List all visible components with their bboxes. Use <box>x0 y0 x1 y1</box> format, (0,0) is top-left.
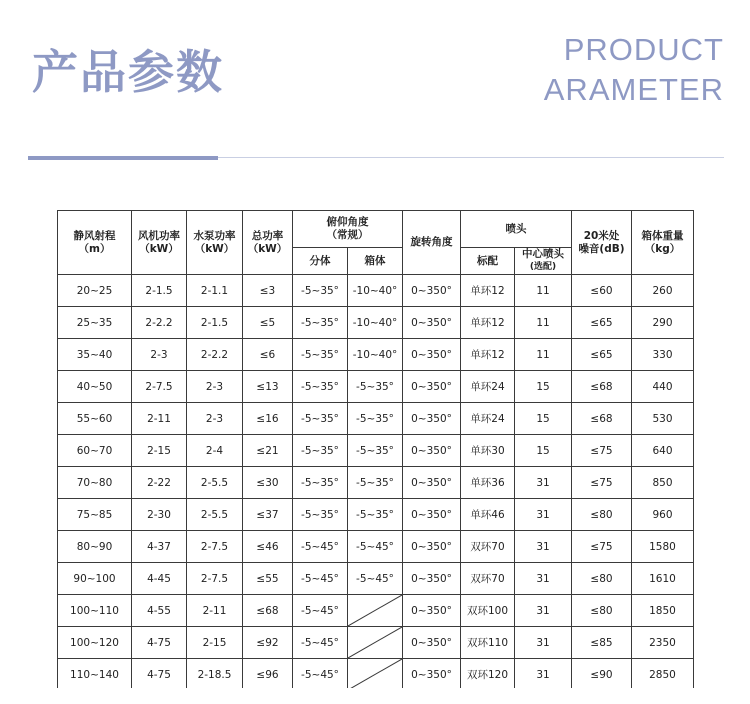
spec-table-container <box>57 210 693 691</box>
cell-pump: 2-1.5 <box>187 307 243 339</box>
header-pump-power-line1: 水泵功率 <box>193 229 236 242</box>
cell-fan: 4-75 <box>132 627 187 659</box>
cell-nozzle-center: 15 <box>515 403 572 435</box>
cell-pitch-box: -10~40° <box>348 307 403 339</box>
cell-noise: ≤80 <box>572 499 632 531</box>
cell-rotate: 0~350° <box>403 627 461 659</box>
header-pitch-split: 分体 <box>293 248 348 275</box>
cell-total: ≤13 <box>243 371 293 403</box>
cell-pump: 2-7.5 <box>187 531 243 563</box>
header-static-range-line2: （m） <box>78 242 111 255</box>
cell-pitch-split: -5~45° <box>293 531 348 563</box>
header-nozzle-center-line1: 中心喷头 <box>522 248 564 260</box>
cell-weight: 440 <box>632 371 694 403</box>
cell-total: ≤5 <box>243 307 293 339</box>
cell-pitch-split: -5~35° <box>293 371 348 403</box>
cell-nozzle-standard: 双环70 <box>461 563 515 595</box>
page-title-cn: 产品参数 <box>32 45 224 99</box>
header-weight-line2: （kg） <box>644 242 681 255</box>
cell-fan: 4-45 <box>132 563 187 595</box>
cell-total: ≤6 <box>243 339 293 371</box>
cell-fan: 2-22 <box>132 467 187 499</box>
cell-rotate: 0~350° <box>403 659 461 691</box>
cell-nozzle-standard: 双环70 <box>461 531 515 563</box>
header-pitch-angle-line1: 俯仰角度 <box>326 216 369 228</box>
cell-rotate: 0~350° <box>403 403 461 435</box>
cell-weight: 1850 <box>632 595 694 627</box>
header-nozzle-center-line2: (选配) <box>529 262 557 272</box>
cell-rotate: 0~350° <box>403 563 461 595</box>
cell-pitch-box: -5~35° <box>348 435 403 467</box>
page-header <box>0 0 750 160</box>
cell-weight: 2350 <box>632 627 694 659</box>
cell-noise: ≤68 <box>572 403 632 435</box>
cell-weight: 1580 <box>632 531 694 563</box>
header-pump-power-line2: （kW） <box>194 242 235 255</box>
header-divider <box>28 156 724 160</box>
cell-fan: 4-37 <box>132 531 187 563</box>
cell-pitch-split: -5~35° <box>293 307 348 339</box>
page-title-en <box>544 30 724 110</box>
cell-range: 75~85 <box>58 499 132 531</box>
cell-nozzle-center: 15 <box>515 371 572 403</box>
header-static-range <box>58 211 132 275</box>
cell-nozzle-standard: 双环110 <box>461 627 515 659</box>
cell-pitch-box: -5~35° <box>348 467 403 499</box>
cell-range: 60~70 <box>58 435 132 467</box>
cell-rotate: 0~350° <box>403 275 461 307</box>
cell-total: ≤46 <box>243 531 293 563</box>
cell-fan: 4-75 <box>132 659 187 691</box>
cell-pitch-box: -5~35° <box>348 403 403 435</box>
header-pitch-box: 箱体 <box>348 248 403 275</box>
cell-pump: 2-11 <box>187 595 243 627</box>
cell-weight: 530 <box>632 403 694 435</box>
cell-rotate: 0~350° <box>403 307 461 339</box>
header-noise-line2: 噪音(dB) <box>578 242 625 255</box>
header-static-range-line1: 静风射程 <box>73 229 116 242</box>
cell-rotate: 0~350° <box>403 467 461 499</box>
cell-range: 110~140 <box>58 659 132 691</box>
table-row <box>58 499 694 531</box>
header-pitch-angle-line2: （常规） <box>326 229 369 241</box>
cell-noise: ≤80 <box>572 563 632 595</box>
table-row <box>58 531 694 563</box>
cell-fan: 2-7.5 <box>132 371 187 403</box>
cell-range: 70~80 <box>58 467 132 499</box>
cell-pump: 2-1.1 <box>187 275 243 307</box>
page-title-en-line2: ARAMETER <box>543 72 724 107</box>
cell-pitch-split: -5~35° <box>293 467 348 499</box>
cell-range: 25~35 <box>58 307 132 339</box>
cell-range: 55~60 <box>58 403 132 435</box>
cell-pump: 2-18.5 <box>187 659 243 691</box>
cell-nozzle-standard: 双环100 <box>461 595 515 627</box>
cell-pump: 2-5.5 <box>187 467 243 499</box>
table-row <box>58 371 694 403</box>
footer-spacer <box>0 688 750 704</box>
table-row <box>58 307 694 339</box>
cell-pump: 2-3 <box>187 403 243 435</box>
cell-range: 90~100 <box>58 563 132 595</box>
cell-total: ≤30 <box>243 467 293 499</box>
header-row-primary <box>58 211 694 248</box>
cell-pitch-split: -5~45° <box>293 563 348 595</box>
cell-range: 80~90 <box>58 531 132 563</box>
cell-fan: 2-3 <box>132 339 187 371</box>
cell-rotate: 0~350° <box>403 531 461 563</box>
cell-weight: 330 <box>632 339 694 371</box>
table-row <box>58 403 694 435</box>
cell-total: ≤21 <box>243 435 293 467</box>
cell-total: ≤55 <box>243 563 293 595</box>
cell-fan: 2-1.5 <box>132 275 187 307</box>
cell-noise: ≤90 <box>572 659 632 691</box>
table-row <box>58 435 694 467</box>
header-pump-power <box>187 211 243 275</box>
cell-nozzle-standard: 单环30 <box>461 435 515 467</box>
cell-pitch-split: -5~35° <box>293 435 348 467</box>
cell-nozzle-standard: 单环46 <box>461 499 515 531</box>
cell-range: 20~25 <box>58 275 132 307</box>
cell-fan: 2-15 <box>132 435 187 467</box>
diagonal-slash-icon <box>348 659 402 690</box>
cell-nozzle-standard: 单环12 <box>461 307 515 339</box>
cell-rotate: 0~350° <box>403 595 461 627</box>
cell-pitch-split: -5~45° <box>293 595 348 627</box>
header-nozzle: 喷头 <box>461 211 572 248</box>
cell-pump: 2-4 <box>187 435 243 467</box>
cell-pitch-box: -5~45° <box>348 563 403 595</box>
cell-pitch-box: -10~40° <box>348 275 403 307</box>
table-row <box>58 595 694 627</box>
diagonal-slash-icon <box>348 595 402 626</box>
header-rotation-angle: 旋转角度 <box>403 211 461 275</box>
header-fan-power <box>132 211 187 275</box>
cell-weight: 850 <box>632 467 694 499</box>
cell-rotate: 0~350° <box>403 339 461 371</box>
cell-pitch-box: -5~45° <box>348 531 403 563</box>
cell-weight: 960 <box>632 499 694 531</box>
cell-nozzle-center: 31 <box>515 531 572 563</box>
cell-fan: 2-11 <box>132 403 187 435</box>
spec-table-head <box>58 211 694 275</box>
cell-total: ≤68 <box>243 595 293 627</box>
cell-rotate: 0~350° <box>403 499 461 531</box>
cell-pitch-split: -5~35° <box>293 275 348 307</box>
cell-pitch-box: -5~35° <box>348 371 403 403</box>
cell-pump: 2-5.5 <box>187 499 243 531</box>
cell-fan: 4-55 <box>132 595 187 627</box>
cell-weight: 640 <box>632 435 694 467</box>
cell-nozzle-standard: 单环12 <box>461 339 515 371</box>
spec-table-body <box>58 275 694 691</box>
cell-pitch-box-empty <box>348 659 403 691</box>
cell-weight: 290 <box>632 307 694 339</box>
cell-total: ≤92 <box>243 627 293 659</box>
cell-nozzle-center: 31 <box>515 563 572 595</box>
cell-rotate: 0~350° <box>403 371 461 403</box>
diagonal-slash-icon <box>348 627 402 658</box>
cell-nozzle-standard: 单环36 <box>461 467 515 499</box>
table-row <box>58 339 694 371</box>
cell-rotate: 0~350° <box>403 435 461 467</box>
cell-noise: ≤75 <box>572 467 632 499</box>
cell-pitch-box-empty <box>348 595 403 627</box>
cell-pitch-box: -5~35° <box>348 499 403 531</box>
spec-table <box>57 210 694 691</box>
cell-nozzle-center: 31 <box>515 499 572 531</box>
cell-nozzle-standard: 单环12 <box>461 275 515 307</box>
page-title-en-line1: PRODUCT <box>563 32 724 67</box>
cell-pitch-split: -5~35° <box>293 339 348 371</box>
cell-nozzle-standard: 单环24 <box>461 403 515 435</box>
cell-weight: 260 <box>632 275 694 307</box>
header-fan-power-line1: 风机功率 <box>138 229 180 242</box>
cell-noise: ≤85 <box>572 627 632 659</box>
cell-weight: 2850 <box>632 659 694 691</box>
cell-pump: 2-7.5 <box>187 563 243 595</box>
cell-nozzle-center: 11 <box>515 275 572 307</box>
table-row <box>58 467 694 499</box>
cell-nozzle-center: 31 <box>515 627 572 659</box>
header-weight <box>632 211 694 275</box>
cell-pump: 2-3 <box>187 371 243 403</box>
header-pitch-angle <box>293 211 403 248</box>
header-total-power-line1: 总功率 <box>251 229 284 242</box>
cell-fan: 2-30 <box>132 499 187 531</box>
table-row <box>58 627 694 659</box>
cell-fan: 2-2.2 <box>132 307 187 339</box>
cell-noise: ≤80 <box>572 595 632 627</box>
cell-noise: ≤65 <box>572 339 632 371</box>
cell-nozzle-standard: 双环120 <box>461 659 515 691</box>
cell-nozzle-standard: 单环24 <box>461 371 515 403</box>
cell-nozzle-center: 31 <box>515 467 572 499</box>
header-noise-line1: 20米处 <box>583 229 620 242</box>
cell-pitch-box-empty <box>348 627 403 659</box>
header-total-power-line2: （kW） <box>247 242 288 255</box>
header-noise <box>572 211 632 275</box>
cell-noise: ≤75 <box>572 435 632 467</box>
cell-nozzle-center: 15 <box>515 435 572 467</box>
cell-nozzle-center: 31 <box>515 595 572 627</box>
table-row <box>58 563 694 595</box>
cell-nozzle-center: 11 <box>515 307 572 339</box>
header-weight-line1: 箱体重量 <box>641 229 684 242</box>
cell-range: 100~120 <box>58 627 132 659</box>
cell-noise: ≤75 <box>572 531 632 563</box>
cell-pitch-box: -10~40° <box>348 339 403 371</box>
cell-pitch-split: -5~45° <box>293 627 348 659</box>
cell-weight: 1610 <box>632 563 694 595</box>
cell-total: ≤37 <box>243 499 293 531</box>
cell-total: ≤96 <box>243 659 293 691</box>
cell-noise: ≤68 <box>572 371 632 403</box>
header-nozzle-standard: 标配 <box>461 248 515 275</box>
cell-range: 35~40 <box>58 339 132 371</box>
cell-pitch-split: -5~35° <box>293 403 348 435</box>
cell-noise: ≤65 <box>572 307 632 339</box>
table-row <box>58 275 694 307</box>
cell-nozzle-center: 11 <box>515 339 572 371</box>
cell-total: ≤16 <box>243 403 293 435</box>
cell-pitch-split: -5~35° <box>293 499 348 531</box>
cell-range: 100~110 <box>58 595 132 627</box>
divider-accent-bar <box>28 156 218 160</box>
cell-range: 40~50 <box>58 371 132 403</box>
cell-total: ≤3 <box>243 275 293 307</box>
table-row <box>58 659 694 691</box>
cell-nozzle-center: 31 <box>515 659 572 691</box>
header-fan-power-line2: （kW） <box>139 242 179 255</box>
cell-noise: ≤60 <box>572 275 632 307</box>
header-total-power <box>243 211 293 275</box>
header-nozzle-center <box>515 248 572 275</box>
cell-pump: 2-2.2 <box>187 339 243 371</box>
cell-pump: 2-15 <box>187 627 243 659</box>
cell-pitch-split: -5~45° <box>293 659 348 691</box>
